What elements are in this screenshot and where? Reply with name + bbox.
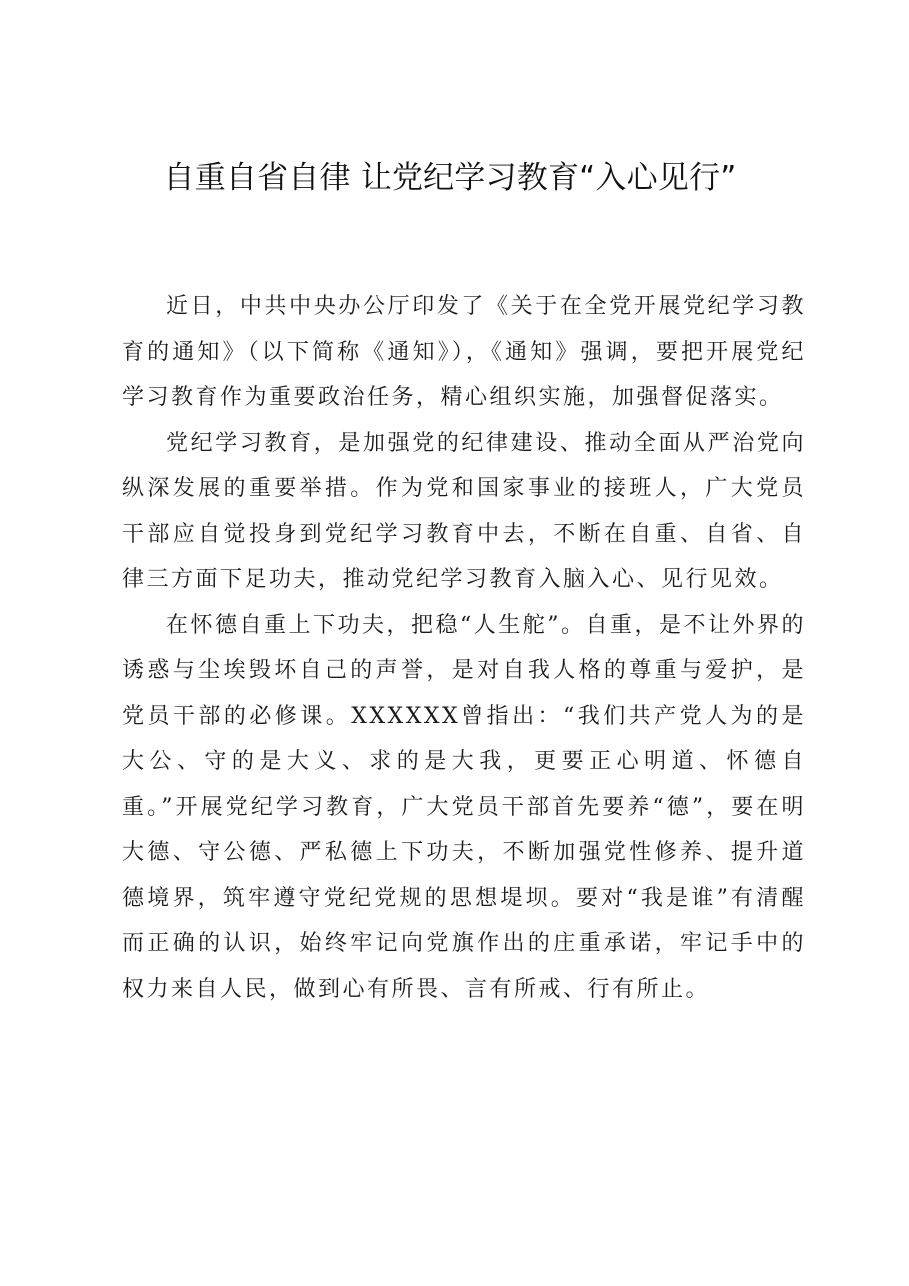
- document-body: [122, 284, 806, 1012]
- paragraph-3: 在怀德自重上下功夫，把稳“人生舵”。自重，是不让外界的诱惑与尘埃毁坏自己的声誉，是对自我人格的尊重与爱护，是党员干部的必修课。XXXXXX曾指出：“我们共产党人为的是大公、守的是大义、求的是大我，更要正心明道、怀德自重。”开展党纪学习教育，广大党员干部首先要养“德”，要在明大德、守公德、严私德上下功夫，不断加强党性修养、提升道德境界，筑牢遵守党纪党规的思想堤坝。要对“我是谁”有清醒而正确的认识，始终牢记向党旗作出的庄重承诺，牢记手中的权力来自人民，做到心有所畏、言有所戒、行有所止。: [122, 612, 806, 1002]
- paragraph-1: 近日，中共中央办公厅印发了《关于在全党开展党纪学习教育的通知》（以下简称《通知》），《通知》强调，要把开展党纪学习教育作为重要政治任务，精心组织实施，加强督促落实。: [122, 294, 806, 410]
- document-title: 自重自省自律 让党纪学习教育“入心见行”: [163, 160, 737, 196]
- paragraph-2: 党纪学习教育，是加强党的纪律建设、推动全面从严治党向纵深发展的重要举措。作为党和国家事业的接班人，广大党员干部应自觉投身到党纪学习教育中去，不断在自重、自省、自律三方面下足功夫，推动党纪学习教育入脑入心、见行见效。: [122, 430, 806, 592]
